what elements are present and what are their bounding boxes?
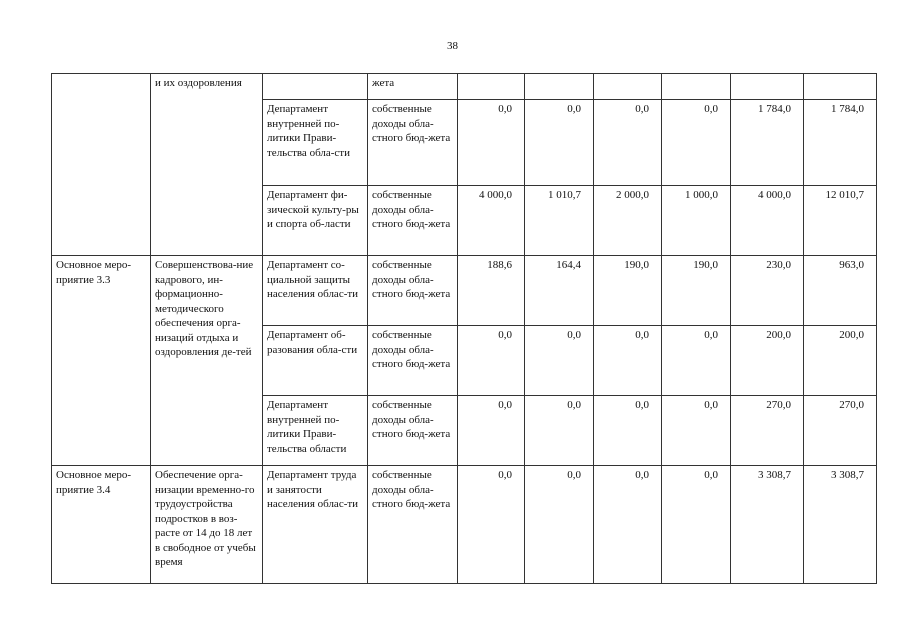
value-cell: 164,4: [525, 256, 594, 326]
value-cell: 1 784,0: [731, 100, 804, 186]
value-cell: 0,0: [458, 396, 525, 466]
value-cell: 0,0: [594, 326, 662, 396]
value-cell: 200,0: [804, 326, 877, 396]
value-cell: 1 010,7: [525, 186, 594, 256]
value-cell: 0,0: [525, 100, 594, 186]
value-cell: 200,0: [731, 326, 804, 396]
value-cell: [525, 74, 594, 100]
value-cell: 0,0: [525, 326, 594, 396]
value-cell: 0,0: [662, 100, 731, 186]
executor-cell: Департамент об-разования обла-сти: [263, 326, 368, 396]
value-cell: 0,0: [525, 396, 594, 466]
value-cell: 0,0: [458, 466, 525, 584]
value-cell: 12 010,7: [804, 186, 877, 256]
executor-cell: Департамент фи-зической культу-ры и спорта об-ласти: [263, 186, 368, 256]
value-cell: 190,0: [594, 256, 662, 326]
value-cell: 0,0: [662, 396, 731, 466]
executor-cell: [263, 74, 368, 100]
measure-desc-cell: Обеспечение орга-низации временно-го трудоустройства подростков в воз-расте от 14 до 18 лет в свободное от учебы время: [151, 466, 263, 584]
value-cell: [731, 74, 804, 100]
value-cell: 0,0: [458, 326, 525, 396]
value-cell: 4 000,0: [458, 186, 525, 256]
value-cell: 3 308,7: [804, 466, 877, 584]
value-cell: 0,0: [594, 100, 662, 186]
budget-table: [51, 73, 877, 584]
value-cell: 188,6: [458, 256, 525, 326]
measure-cell: Основное меро-приятие 3.3: [52, 256, 151, 466]
table-row: [52, 466, 877, 584]
measure-cell: Основное меро-приятие 3.4: [52, 466, 151, 584]
table-row: [52, 74, 877, 100]
value-cell: 3 308,7: [731, 466, 804, 584]
executor-cell: Департамент внутренней по-литики Прави-тельства области: [263, 396, 368, 466]
value-cell: 4 000,0: [731, 186, 804, 256]
value-cell: [458, 74, 525, 100]
measure-cell: [52, 74, 151, 256]
value-cell: 0,0: [458, 100, 525, 186]
measure-desc-cell: и их оздоровления: [151, 74, 263, 256]
source-cell: собственные доходы обла-стного бюд-жета: [368, 256, 458, 326]
source-cell: собственные доходы обла-стного бюд-жета: [368, 326, 458, 396]
page-number: 38: [447, 40, 458, 52]
measure-desc-cell: Совершенствова-ние кадрового, ин-формационно-методического обеспечения орга-низаций отдыха и оздоровления де-тей: [151, 256, 263, 466]
source-cell: собственные доходы обла-стного бюд-жета: [368, 396, 458, 466]
value-cell: [594, 74, 662, 100]
value-cell: 2 000,0: [594, 186, 662, 256]
executor-cell: Департамент труда и занятости населения облас-ти: [263, 466, 368, 584]
value-cell: 270,0: [804, 396, 877, 466]
value-cell: 0,0: [525, 466, 594, 584]
value-cell: [662, 74, 731, 100]
value-cell: 0,0: [662, 326, 731, 396]
source-cell: собственные доходы обла-стного бюд-жета: [368, 100, 458, 186]
table-row: [52, 256, 877, 326]
value-cell: 190,0: [662, 256, 731, 326]
source-cell: собственные доходы обла-стного бюд-жета: [368, 186, 458, 256]
value-cell: 230,0: [731, 256, 804, 326]
value-cell: 0,0: [662, 466, 731, 584]
value-cell: [804, 74, 877, 100]
executor-cell: Департамент внутренней по-литики Прави-тельства обла-сти: [263, 100, 368, 186]
value-cell: 963,0: [804, 256, 877, 326]
source-cell: собственные доходы обла-стного бюд-жета: [368, 466, 458, 584]
executor-cell: Департамент со-циальной защиты населения облас-ти: [263, 256, 368, 326]
value-cell: 1 784,0: [804, 100, 877, 186]
source-cell: жета: [368, 74, 458, 100]
value-cell: 1 000,0: [662, 186, 731, 256]
value-cell: 0,0: [594, 466, 662, 584]
value-cell: 270,0: [731, 396, 804, 466]
value-cell: 0,0: [594, 396, 662, 466]
